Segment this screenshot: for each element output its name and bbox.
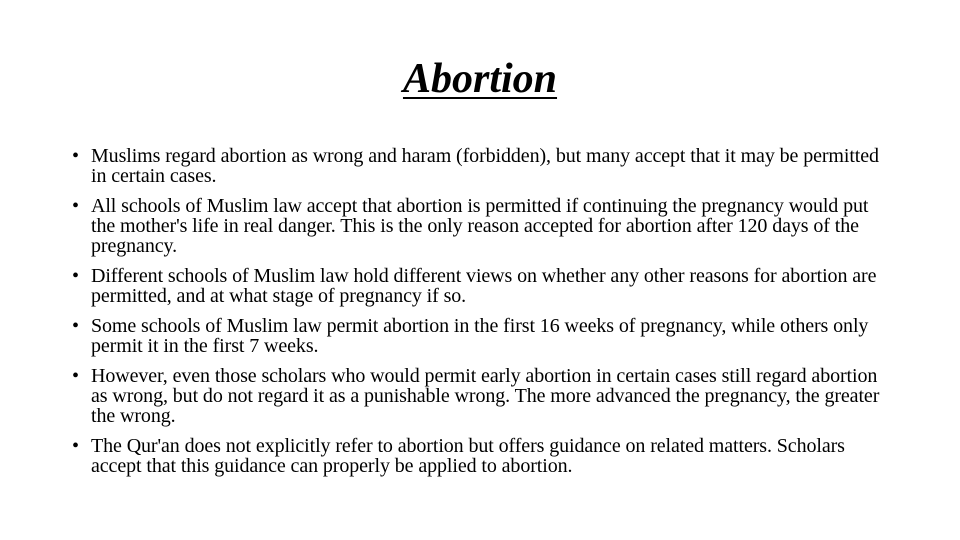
bullet-text: All schools of Muslim law accept that abortion is permitted if continuing the pregnancy would put the mother's life in real danger. This is the only reason accepted for abortion after 120 days of the pregnancy. [91, 195, 869, 257]
bullet-dot-icon: • [72, 315, 79, 337]
bullet-item [72, 196, 892, 256]
bullet-text: Muslims regard abortion as wrong and haram (forbidden), but many accept that it may be permitted in certain cases. [91, 145, 879, 187]
bullet-list [72, 146, 892, 486]
bullet-item [72, 146, 892, 186]
bullet-text: However, even those scholars who would permit early abortion in certain cases still regard abortion as wrong, but do not regard it as a punishable wrong. The more advanced the pregnancy, the greater the wrong. [91, 365, 880, 427]
bullet-dot-icon: • [72, 435, 79, 457]
bullet-item [72, 366, 892, 426]
bullet-dot-icon: • [72, 365, 79, 387]
bullet-text: The Qur'an does not explicitly refer to abortion but offers guidance on related matters. Scholars accept that this guidance can properly be applied to abortion. [91, 435, 845, 477]
bullet-text: Some schools of Muslim law permit abortion in the first 16 weeks of pregnancy, while others only permit it in the first 7 weeks. [91, 315, 869, 357]
bullet-dot-icon: • [72, 195, 79, 217]
bullet-text: Different schools of Muslim law hold different views on whether any other reasons for abortion are permitted, and at what stage of pregnancy if so. [91, 265, 877, 307]
bullet-item [72, 316, 892, 356]
bullet-item [72, 436, 892, 476]
bullet-item [72, 266, 892, 306]
slide-title: Abortion [402, 56, 558, 102]
bullet-dot-icon: • [72, 145, 79, 167]
bullet-dot-icon: • [72, 265, 79, 287]
